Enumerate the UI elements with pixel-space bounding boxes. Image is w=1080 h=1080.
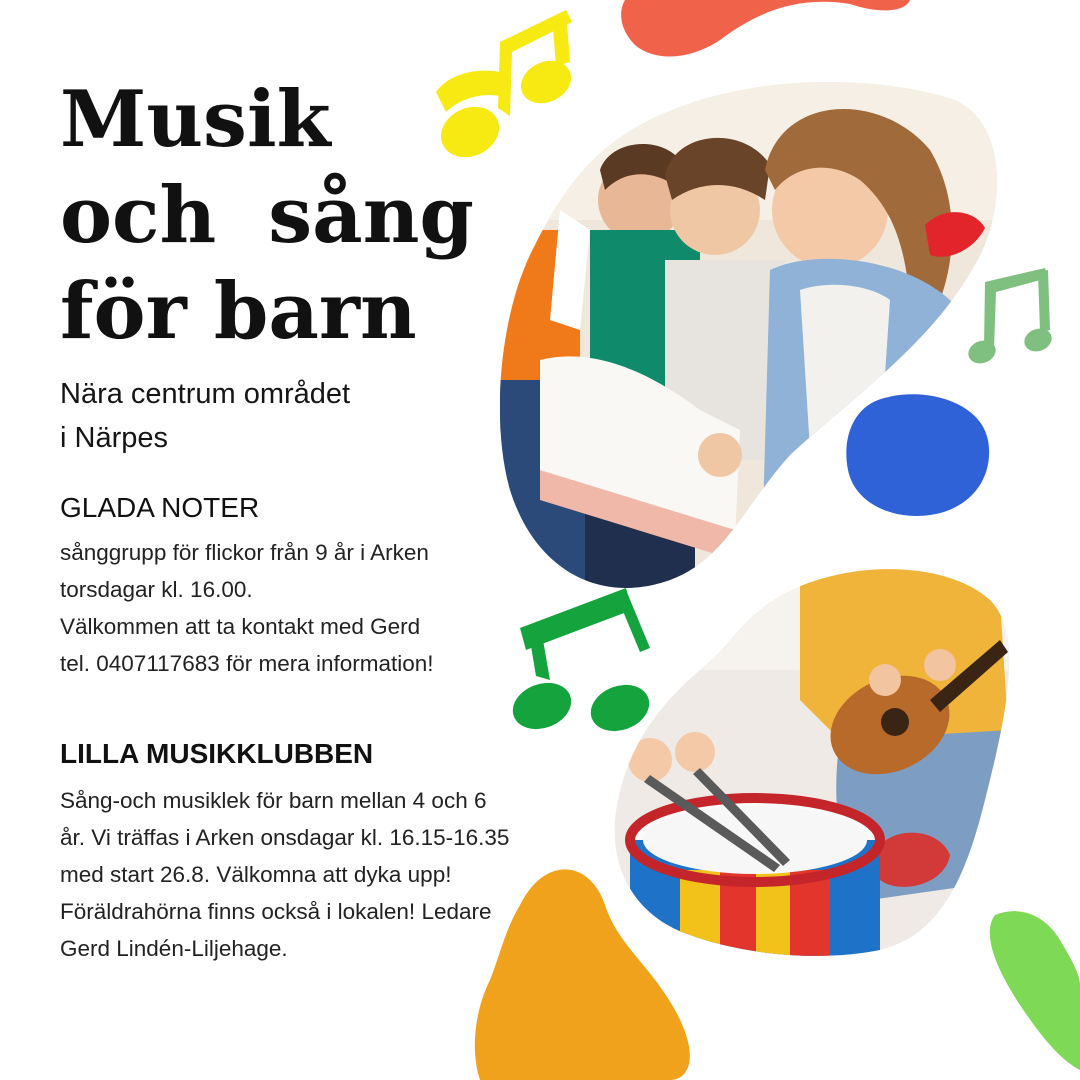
- drum-ukulele-photo: [600, 550, 1020, 970]
- lime-blob: [990, 911, 1080, 1070]
- lilla-musikklubben-line: Föräldrahörna finns också i lokalen! Ledare: [60, 899, 492, 924]
- title-line-2: [60, 168, 474, 264]
- glada-noter-line: torsdagar kl. 16.00.: [60, 577, 253, 602]
- blue-blob: [846, 394, 989, 516]
- subtitle-line-2: i Närpes: [60, 422, 168, 454]
- lilla-musikklubben-line: Gerd Lindén-Liljehage.: [60, 936, 288, 961]
- children-singing-photo: [480, 60, 1040, 620]
- red-blob: [621, 0, 910, 56]
- title-line-2b: sång: [268, 170, 474, 261]
- subtitle-line-1: Nära centrum området: [60, 378, 351, 410]
- title-line-1: Musik: [60, 74, 331, 165]
- page-title: [60, 72, 474, 360]
- glada-noter-line: sånggrupp för flickor från 9 år i Arken: [60, 540, 429, 565]
- lilla-musikklubben-line: Sång-och musiklek för barn mellan 4 och 6: [60, 788, 487, 813]
- glada-noter-heading: GLADA NOTER: [60, 492, 260, 523]
- title-line-3: för barn: [60, 266, 417, 357]
- title-line-2a: och: [60, 170, 217, 261]
- glada-noter-line: Välkommen att ta kontakt med Gerd: [60, 614, 421, 639]
- glada-noter-line: tel. 0407117683 för mera information!: [60, 651, 434, 676]
- lilla-musikklubben-description: [60, 782, 600, 967]
- light-green-note-icon: [965, 268, 1055, 367]
- lilla-musikklubben-heading: LILLA MUSIKKLUBBEN: [60, 738, 374, 769]
- subtitle: [60, 372, 350, 460]
- lilla-musikklubben-line: år. Vi träffas i Arken onsdagar kl. 16.15-16.35: [60, 825, 510, 850]
- green-note-icon: [506, 588, 655, 739]
- lilla-musikklubben-line: med start 26.8. Välkomna att dyka upp!: [60, 862, 452, 887]
- glada-noter-description: [60, 534, 434, 682]
